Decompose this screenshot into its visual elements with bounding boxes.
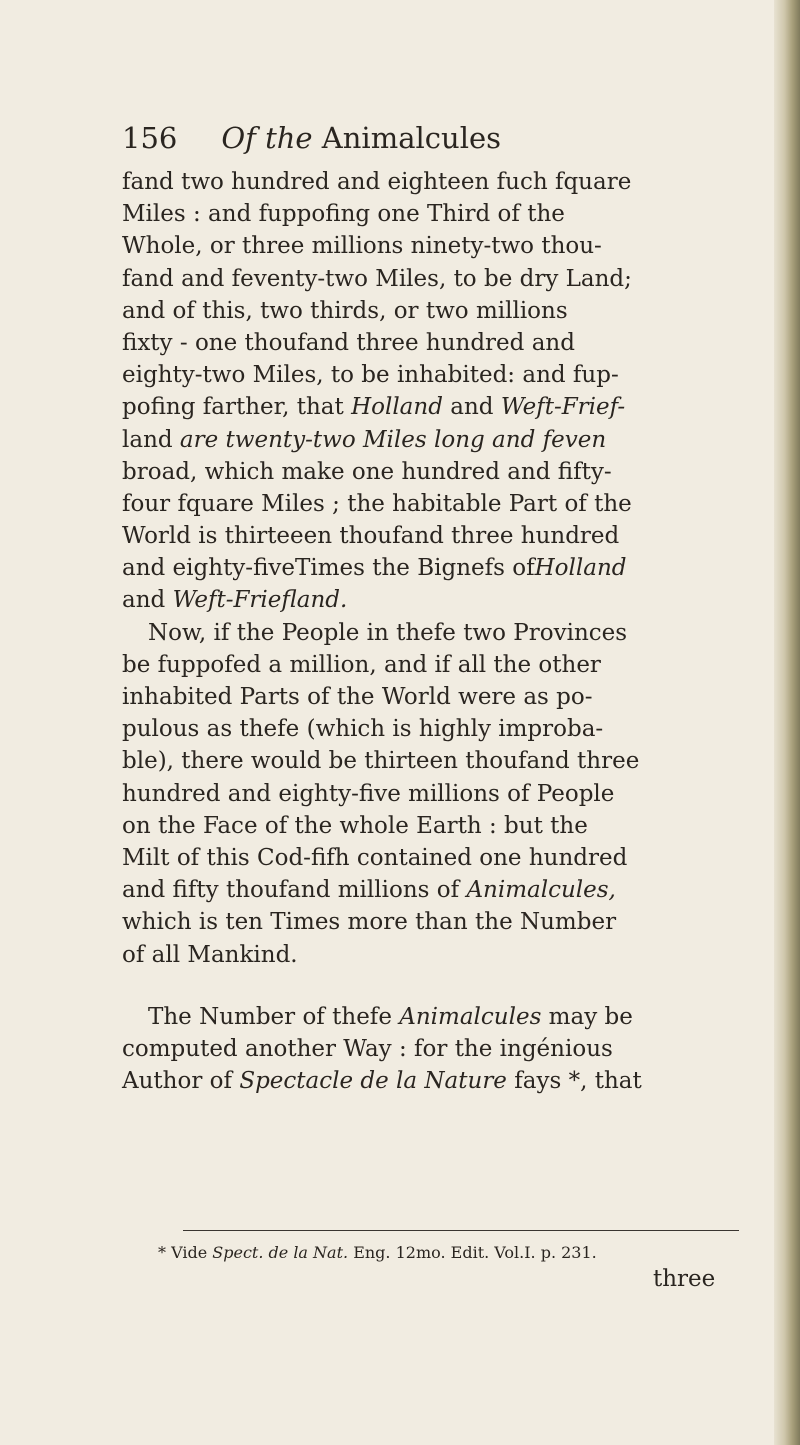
text-line xyxy=(122,617,798,649)
italic-segment: Holland xyxy=(351,394,443,421)
italic-segment: Holland xyxy=(534,555,627,582)
italic-segment: Animalcules, xyxy=(466,877,616,904)
text-line xyxy=(122,681,798,713)
text-segment: and xyxy=(442,394,501,421)
footnote xyxy=(158,1241,778,1265)
text-line xyxy=(122,552,798,584)
text-segment: be fuppofed a million, and if all the other xyxy=(122,651,601,678)
text-line xyxy=(122,906,798,938)
text-segment: computed another Way : for the ingénious xyxy=(122,1035,613,1062)
text-segment: inhabited Parts of the World were as po- xyxy=(122,684,593,710)
text-line xyxy=(122,166,798,198)
italic-segment: Animalcules xyxy=(399,1003,542,1030)
text-line xyxy=(122,230,798,262)
paragraph-gap xyxy=(122,971,798,1001)
text-segment: Now, if the People in thefe two Provinces xyxy=(148,619,628,646)
text-segment: which is ten Times more than the Number xyxy=(122,909,617,936)
footnote-details: Eng. 12mo. Edit. Vol.I. p. 231. xyxy=(348,1243,597,1262)
text-segment: and fifty thoufand millions of xyxy=(122,877,467,904)
text-segment: eighty-two Miles, to be inhabited: and fup- xyxy=(122,362,619,389)
italic-segment: are twenty-two Miles long and feven xyxy=(172,426,607,453)
text-line xyxy=(122,391,798,423)
italic-segment: Weft-Frief- xyxy=(500,394,626,421)
catchword: three xyxy=(653,1266,716,1292)
text-segment: pofing farther, that xyxy=(122,394,352,421)
text-line xyxy=(122,520,798,552)
text-line xyxy=(122,874,798,906)
footnote-rule xyxy=(183,1230,739,1231)
text-segment: hundred and eighty-five millions of People xyxy=(122,780,615,807)
running-title-roman: Animalcules xyxy=(312,121,502,155)
text-line xyxy=(122,488,798,520)
text-segment: and eighty-fiveTimes the Bignefs of xyxy=(122,555,535,582)
text-line xyxy=(122,327,798,359)
footnote-mark: * xyxy=(158,1243,172,1262)
text-line xyxy=(122,295,798,327)
running-title xyxy=(221,121,501,155)
text-segment: fays *, that xyxy=(506,1068,642,1095)
text-line xyxy=(122,263,798,295)
text-line xyxy=(122,939,798,971)
text-segment: Whole, or three millions ninety-two thou- xyxy=(122,233,602,260)
text-line xyxy=(122,1065,798,1097)
paragraph-1 xyxy=(122,166,798,617)
text-segment: four fquare Miles ; the habitable Part of the xyxy=(122,490,632,517)
text-line xyxy=(122,456,798,488)
text-line xyxy=(122,198,798,230)
text-segment: pulous as thefe (which is highly improba- xyxy=(122,716,604,743)
italic-segment: Spectacle de la Nature xyxy=(239,1068,507,1095)
text-segment: and xyxy=(122,587,173,614)
text-segment: land xyxy=(122,426,173,453)
page-number: 156 xyxy=(122,121,178,155)
text-segment: Author of xyxy=(122,1068,240,1095)
paragraph-2 xyxy=(122,617,798,971)
text-line xyxy=(122,1001,798,1033)
text-segment: fand and feventy-two Miles, to be dry Land; xyxy=(122,265,632,292)
text-segment: ble), there would be thirteen thoufand three xyxy=(122,748,640,775)
footnote-vide: Vide xyxy=(171,1243,213,1262)
text-line xyxy=(122,649,798,681)
text-segment: The Number of thefe xyxy=(148,1003,400,1030)
text-line xyxy=(122,584,798,616)
text-segment: World is thirteeen thoufand three hundred xyxy=(122,523,620,550)
text-segment: broad, which make one hundred and fifty- xyxy=(122,458,612,485)
text-segment: of all Mankind. xyxy=(122,941,298,968)
text-segment: on the Face of the whole Earth : but the xyxy=(122,812,588,839)
text-line xyxy=(122,359,798,391)
text-segment: may be xyxy=(541,1003,633,1030)
text-segment: Miles : and fuppofing one Third of the xyxy=(122,201,565,228)
text-segment: and of this, two thirds, or two millions xyxy=(122,297,568,324)
text-line xyxy=(122,1033,798,1065)
page-body xyxy=(122,166,798,1097)
text-segment: fixty - one thoufand three hundred and xyxy=(122,329,575,356)
text-line xyxy=(122,713,798,745)
text-line xyxy=(122,842,798,874)
footnote-reference: Spect. de la Nat. xyxy=(212,1243,349,1262)
running-title-italic: Of the xyxy=(221,121,313,155)
italic-segment: Weft-Friefland. xyxy=(172,587,348,614)
text-segment: fand two hundred and eighteen fuch fquare xyxy=(122,169,632,195)
text-line xyxy=(122,810,798,842)
text-line xyxy=(122,424,798,456)
text-line xyxy=(122,778,798,810)
paragraph-3 xyxy=(122,1001,798,1098)
text-line xyxy=(122,745,798,777)
text-segment: Milt of this Cod-fifh contained one hundred xyxy=(122,844,628,871)
running-header xyxy=(122,118,782,158)
